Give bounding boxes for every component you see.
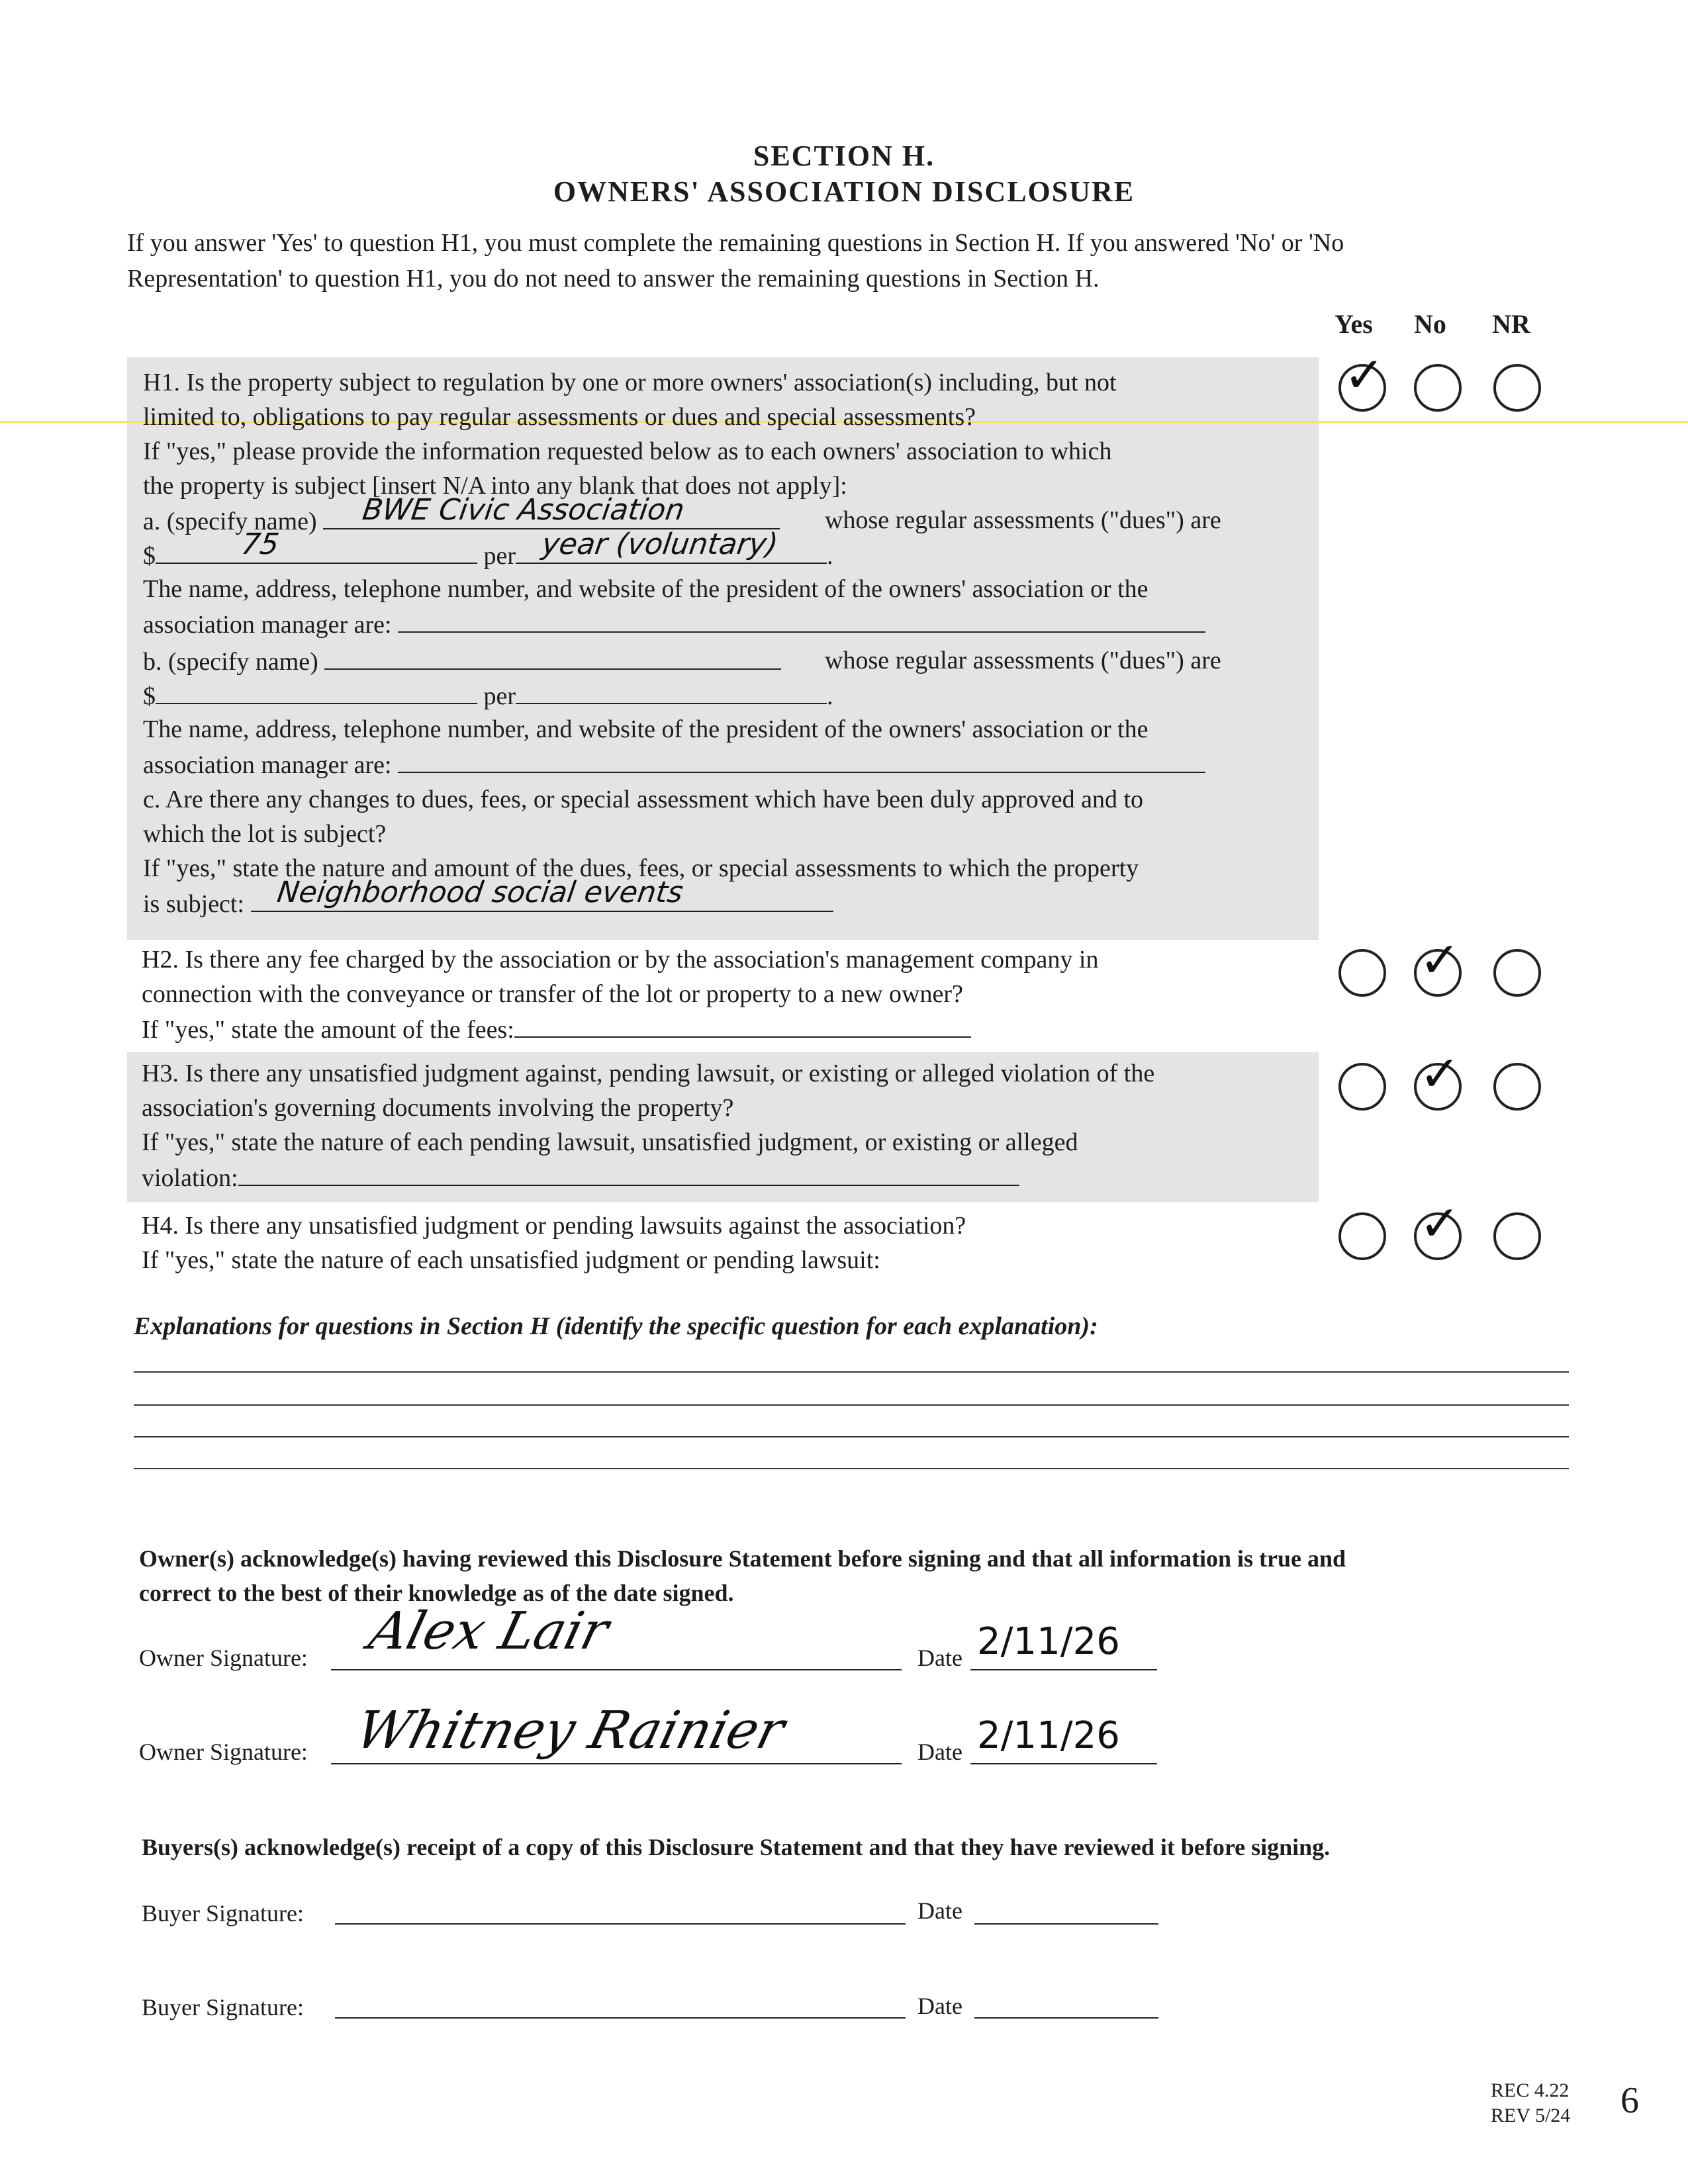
h4-radio-yes[interactable]: [1338, 1212, 1386, 1260]
h1-b-period-field[interactable]: [516, 680, 827, 704]
h1-a-president-line-1: The name, address, telephone number, and website of the president of the owners' association or the: [143, 575, 1149, 603]
h1-a-amount-handwritten: 75: [239, 527, 281, 561]
h1-a-whose: whose regular assessments ("dues") are: [825, 506, 1221, 534]
buyer-date-line-1[interactable]: [974, 1923, 1158, 1925]
check-icon: ✓: [1419, 1046, 1461, 1103]
owner-date-line-1[interactable]: [970, 1669, 1157, 1670]
h1-c-line-2: which the lot is subject?: [143, 820, 387, 848]
h3-violation-label: violation:: [142, 1164, 238, 1192]
check-icon: ✓: [1419, 932, 1461, 989]
h1-radio-yes[interactable]: [1338, 347, 1386, 412]
buyer-date-label-1: Date: [917, 1897, 962, 1924]
h1-c-row: [143, 876, 833, 919]
h1-b-label: b. (specify name): [143, 648, 318, 676]
h4-question-line-2: If "yes," state the nature of each unsatisfied judgment or pending lawsuit:: [142, 1246, 880, 1274]
h3-question-line-1: H3. Is there any unsatisfied judgment against, pending lawsuit, or existing or alleged violation of the: [142, 1060, 1155, 1087]
intro-line-2: Representation' to question H1, you do not need to answer the remaining questions in Section H.: [127, 265, 1100, 293]
form-number: REC 4.22: [1491, 2079, 1570, 2101]
owner-signature-1: Alex Lair: [363, 1602, 614, 1661]
h1-a-president-row: [143, 609, 1205, 639]
h1-c-label: is subject:: [143, 890, 245, 918]
h4-radio-no[interactable]: [1414, 1195, 1462, 1260]
h1-b-amount-field[interactable]: [156, 680, 477, 704]
h2-fee-label: If "yes," state the amount of the fees:: [142, 1016, 514, 1044]
h1-instruction-line-2: the property is subject [insert N/A into any blank that does not apply]:: [143, 472, 847, 500]
column-yes: Yes: [1335, 309, 1373, 339]
h3-radio-no[interactable]: [1414, 1046, 1462, 1111]
buyer-date-label-2: Date: [917, 1993, 962, 2019]
owners-ack-line-2: correct to the best of their knowledge as of the date signed.: [139, 1580, 734, 1606]
buyer-signature-line-1[interactable]: [335, 1923, 906, 1925]
buyer-signature-line-2[interactable]: [335, 2017, 906, 2019]
owner-date-label-1: Date: [917, 1645, 962, 1671]
h1-b-dollar-sign: $: [143, 682, 156, 710]
h1-a-label: a. (specify name): [143, 508, 317, 535]
h1-b-name-field[interactable]: [324, 646, 781, 670]
h1-b-dues-row: [143, 680, 833, 711]
h1-b-president-row: [143, 749, 1205, 780]
owners-ack-line-1: Owner(s) acknowledge(s) having reviewed this Disclosure Statement before signing and that all information is true and: [139, 1545, 1346, 1572]
h1-c-answer-handwritten: Neighborhood social events: [274, 876, 685, 909]
buyer-signature-label-2: Buyer Signature:: [142, 1994, 304, 2021]
h1-a-president-field[interactable]: [398, 609, 1205, 633]
page-number: 6: [1620, 2080, 1639, 2121]
buyers-ack: Buyers(s) acknowledge(s) receipt of a copy of this Disclosure Statement and that they have reviewed it before signing.: [142, 1834, 1331, 1860]
h3-violation-field[interactable]: [238, 1162, 1019, 1186]
explanation-line-3[interactable]: [134, 1436, 1569, 1437]
owner-date-line-2[interactable]: [970, 1763, 1157, 1764]
h1-a-name-handwritten: BWE Civic Association: [360, 493, 687, 527]
h1-a-period-field[interactable]: [516, 527, 827, 564]
owner-signature-line-1[interactable]: [331, 1669, 902, 1670]
h4-question-line-1: H4. Is there any unsatisfied judgment or pending lawsuits against the association?: [142, 1212, 966, 1240]
h1-b-period-end: .: [827, 682, 833, 710]
check-icon: ✓: [1419, 1195, 1461, 1252]
owner-signature-label-2: Owner Signature:: [139, 1739, 308, 1765]
owner-signature-2: Whitney Rainier: [350, 1701, 790, 1760]
h2-fee-field[interactable]: [514, 1014, 971, 1038]
explanation-line-2[interactable]: [134, 1404, 1569, 1406]
h1-b-president-field[interactable]: [398, 749, 1205, 773]
h1-a-president-label: association manager are:: [143, 611, 392, 639]
h1-a-dues-row: [143, 527, 833, 570]
intro-line-1: If you answer 'Yes' to question H1, you must complete the remaining questions in Section H. If you answered 'No' or 'No: [127, 229, 1344, 257]
h2-fee-row: [142, 1014, 971, 1044]
h2-question-line-1: H2. Is there any fee charged by the association or by the association's management company in: [142, 946, 1099, 974]
h1-c-answer-field[interactable]: [251, 876, 833, 912]
h1-c-line-1: c. Are there any changes to dues, fees, or special assessment which have been duly approved and to: [143, 786, 1144, 813]
h1-radio-nr[interactable]: [1493, 364, 1541, 412]
explanation-line-4[interactable]: [134, 1468, 1569, 1469]
h4-radio-nr[interactable]: [1493, 1212, 1541, 1260]
h1-radio-no[interactable]: [1414, 364, 1462, 412]
h3-violation-row: [142, 1162, 1019, 1193]
h1-a-amount-field[interactable]: [156, 527, 477, 564]
owner-date-label-2: Date: [917, 1739, 962, 1765]
buyer-date-line-2[interactable]: [974, 2017, 1158, 2019]
check-icon: ✓: [1344, 347, 1385, 404]
owner-signature-line-2[interactable]: [331, 1763, 902, 1764]
section-heading: SECTION H.: [753, 140, 935, 172]
h1-a-name-field[interactable]: [323, 493, 780, 529]
h2-radio-no[interactable]: [1414, 932, 1462, 997]
column-nr: NR: [1492, 309, 1530, 339]
h3-question-line-2: association's governing documents involving the property?: [142, 1094, 734, 1122]
h2-question-line-2: connection with the conveyance or transfer of the lot or property to a new owner?: [142, 980, 963, 1008]
owner-date-2: 2/11/26: [977, 1714, 1120, 1757]
h1-a-period-handwritten: year (voluntary): [539, 527, 780, 561]
h1-b-row: [143, 646, 781, 676]
h1-a-period-end: .: [827, 542, 833, 570]
h2-radio-yes[interactable]: [1338, 949, 1386, 997]
h1-b-president-label: association manager are:: [143, 751, 392, 779]
explanations-heading: Explanations for questions in Section H (identify the specific question for each explanation):: [134, 1312, 1098, 1340]
form-revision: REV 5/24: [1491, 2105, 1571, 2126]
h1-b-president-line-1: The name, address, telephone number, and website of the president of the owners' association or the: [143, 715, 1149, 743]
h1-a-dollar-sign: $: [143, 542, 156, 570]
h2-radio-nr[interactable]: [1493, 949, 1541, 997]
h1-question-line-1: H1. Is the property subject to regulation by one or more owners' association(s) including, but not: [143, 369, 1117, 396]
h3-question-line-3: If "yes," state the nature of each pending lawsuit, unsatisfied judgment, or existing or alleged: [142, 1128, 1078, 1156]
h1-c-line-3: If "yes," state the nature and amount of the dues, fees, or special assessments to which the property: [143, 854, 1139, 882]
h1-b-per: per: [483, 682, 516, 710]
buyer-signature-label-1: Buyer Signature:: [142, 1900, 304, 1927]
h1-question-line-2: limited to, obligations to pay regular assessments or dues and special assessments?: [143, 403, 976, 431]
h1-instruction-line-1: If "yes," please provide the information requested below as to each owners' association to which: [143, 437, 1112, 465]
h1-b-whose: whose regular assessments ("dues") are: [825, 647, 1221, 674]
h3-radio-yes[interactable]: [1338, 1063, 1386, 1111]
column-no: No: [1414, 309, 1446, 339]
page-title: OWNERS' ASSOCIATION DISCLOSURE: [553, 175, 1135, 208]
h1-a-per: per: [483, 542, 516, 570]
owner-date-1: 2/11/26: [977, 1620, 1120, 1663]
owner-signature-label-1: Owner Signature:: [139, 1645, 308, 1671]
h3-radio-nr[interactable]: [1493, 1063, 1541, 1111]
explanation-line-1[interactable]: [134, 1371, 1569, 1373]
